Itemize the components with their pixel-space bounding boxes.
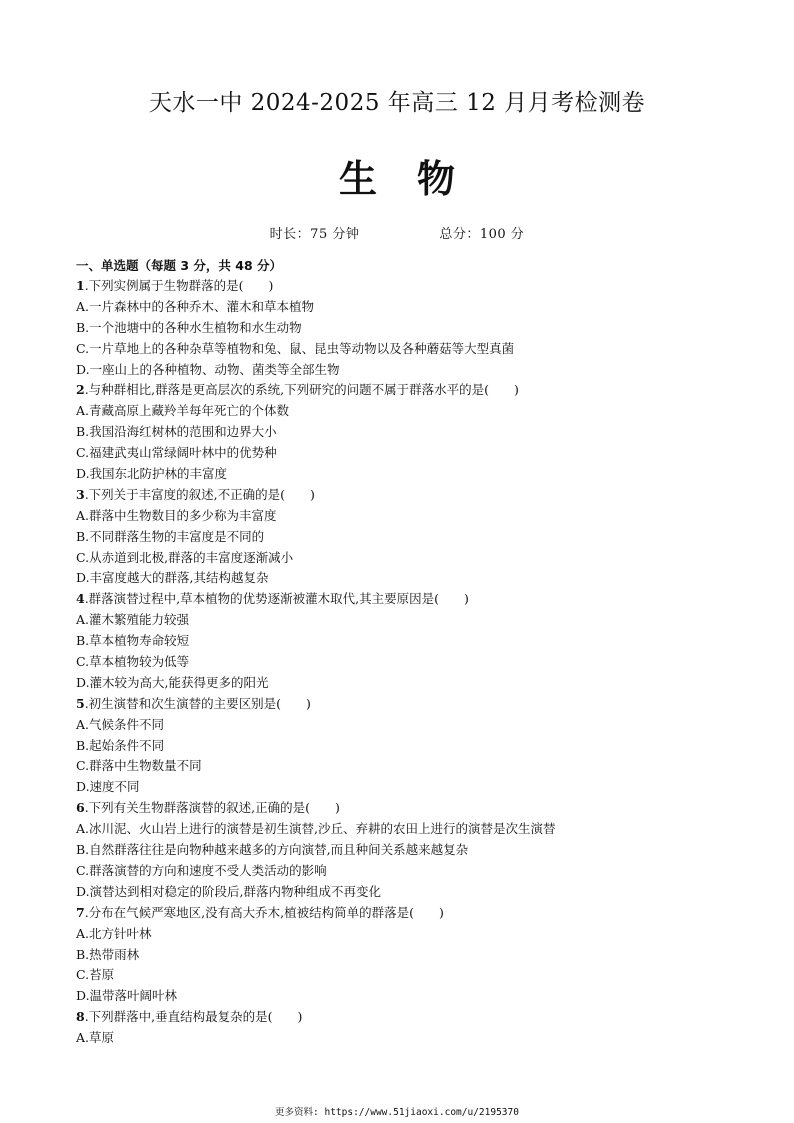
subject-char-2: 物 xyxy=(417,157,456,201)
question-text: .分布在气候严寒地区,没有高大乔木,植被结构简单的群落是( ) xyxy=(84,904,444,920)
question-stem xyxy=(76,589,736,610)
answer-option: A.草原 xyxy=(76,1030,115,1046)
answer-option: B.自然群落往往是向物种越来越多的方向演替,而且种间关系越来越复杂 xyxy=(76,842,469,858)
answer-option: C.群落中生物数量不同 xyxy=(76,758,202,774)
answer-option: C.苔原 xyxy=(76,967,115,983)
question-number: 3 xyxy=(76,486,85,502)
question-stem xyxy=(76,903,736,924)
question-number: 1 xyxy=(76,278,85,293)
answer-option: A.冰川泥、火山岩上进行的演替是初生演替,沙丘、弃耕的农田上进行的演替是次生演替 xyxy=(76,821,556,837)
question-number: 2 xyxy=(76,382,85,398)
answer-option: D.我国东北防护林的丰富度 xyxy=(76,466,228,482)
subject-char-1: 生 xyxy=(338,157,377,201)
answer-option: D.一座山上的各种植物、动物、菌类等全部生物 xyxy=(76,361,340,377)
question-text: .初生演替和次生演替的主要区别是( ) xyxy=(84,695,311,711)
exam-total-score: 总分：100 分 xyxy=(439,227,525,242)
answer-option: A.气候条件不同 xyxy=(76,716,165,732)
question-number: 4 xyxy=(76,591,85,607)
answer-option: C.福建武夷山常绿阔叶林中的优势种 xyxy=(76,445,277,461)
question-text: .与种群相比,群落是更高层次的系统,下列研究的问题不属于群落水平的是( ) xyxy=(84,382,519,398)
answer-option: B.一个池塘中的各种水生植物和水生动物 xyxy=(76,319,302,335)
answer-option: A.北方针叶林 xyxy=(76,925,152,941)
subject-title xyxy=(0,148,794,203)
answer-option: C.从赤道到北极,群落的丰富度逐渐减小 xyxy=(76,549,294,565)
answer-option: B.我国沿海红树林的范围和边界大小 xyxy=(76,424,277,440)
answer-option: B.热带雨林 xyxy=(76,946,140,962)
exam-duration: 时长：75 分钟 xyxy=(269,227,360,242)
question-number: 5 xyxy=(76,695,85,711)
question-text: .群落演替过程中,草本植物的优势逐渐被灌木取代,其主要原因是( ) xyxy=(84,591,469,607)
answer-option: D.速度不同 xyxy=(76,779,140,795)
answer-option: B.不同群落生物的丰富度是不同的 xyxy=(76,528,265,544)
answer-option: A.灌木繁殖能力较强 xyxy=(76,612,190,628)
question-number: 6 xyxy=(76,800,85,816)
question-text: .下列有关生物群落演替的叙述,正确的是( ) xyxy=(84,800,340,816)
answer-option: A.群落中生物数目的多少称为丰富度 xyxy=(76,507,277,523)
questions-container xyxy=(76,276,736,1049)
answer-option: A.一片森林中的各种乔木、灌木和草本植物 xyxy=(76,298,315,314)
answer-option: B.草本植物寿命较短 xyxy=(76,633,190,649)
question-stem xyxy=(76,798,736,819)
question-text: .下列关于丰富度的叙述,不正确的是( ) xyxy=(84,486,315,502)
answer-option: A.青藏高原上藏羚羊每年死亡的个体数 xyxy=(76,403,290,419)
answer-option: D.温带落叶阔叶林 xyxy=(76,988,178,1004)
question-stem xyxy=(76,380,736,401)
question-stem xyxy=(76,694,736,715)
question-number: 8 xyxy=(76,1009,85,1025)
question-text: .下列群落中,垂直结构最复杂的是( ) xyxy=(84,1009,303,1025)
section-heading: 一、单选题（每题 3 分，共 48 分） xyxy=(76,258,283,273)
question-number: 7 xyxy=(76,904,85,920)
question-stem xyxy=(76,485,736,506)
answer-option: D.丰富度越大的群落,其结构越复杂 xyxy=(76,570,269,586)
answer-option: C.草本植物较为低等 xyxy=(76,654,190,670)
question-list xyxy=(76,255,736,1049)
answer-option: B.起始条件不同 xyxy=(76,737,165,753)
question-stem xyxy=(76,276,736,297)
answer-option: D.灌木较为高大,能获得更多的阳光 xyxy=(76,674,269,690)
answer-option: D.演替达到相对稳定的阶段后,群落内物种组成不再变化 xyxy=(76,883,382,899)
answer-option: C.一片草地上的各种杂草等植物和兔、鼠、昆虫等动物以及各种蘑菇等大型真菌 xyxy=(76,340,515,356)
answer-option: C.群落演替的方向和速度不受人类活动的影响 xyxy=(76,862,327,878)
question-stem xyxy=(76,1007,736,1028)
footer-link[interactable]: 更多资料: https://www.51jiaoxi.com/u/2195370 xyxy=(275,1107,519,1118)
exam-title: 天水一中 2024-2025 年高三 12 月月考检测卷 xyxy=(148,90,646,116)
question-text: .下列实例属于生物群落的是( ) xyxy=(84,278,274,293)
exam-meta xyxy=(0,223,794,242)
